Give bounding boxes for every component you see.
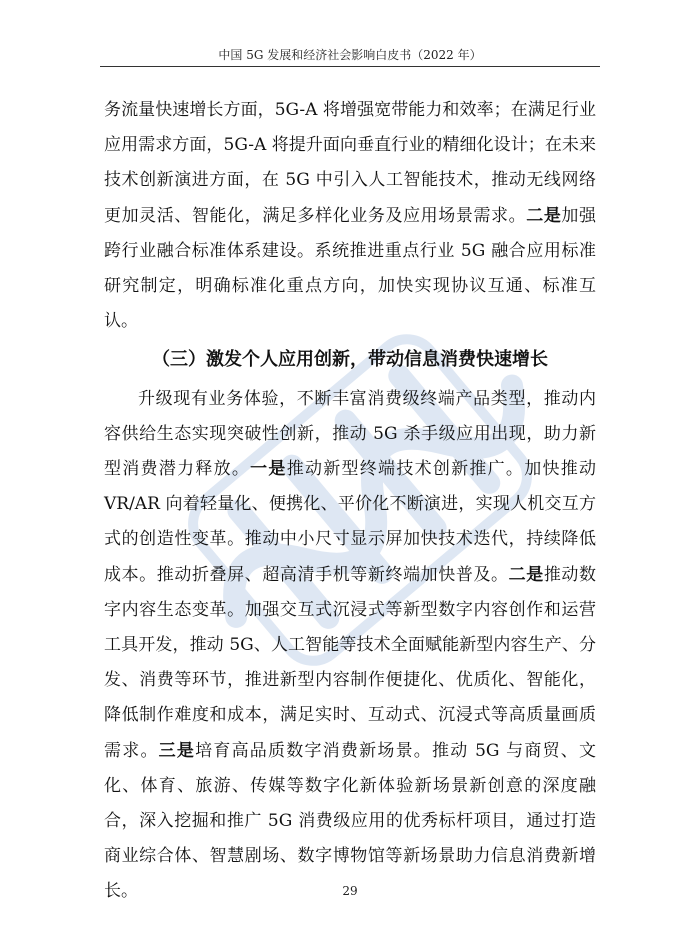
running-header: 中国 5G 发展和经济社会影响白皮书（2022 年） xyxy=(218,48,482,62)
header-rule xyxy=(100,66,600,67)
paragraph-continuation xyxy=(104,93,596,339)
paragraph-main xyxy=(104,382,596,910)
paragraph-text: 升级现有业务体验，不断丰富消费级终端产品类型，推动内容供给生态实现突破性创新，推动 5G 杀手级应用出现，助力新型消费潜力释放。 xyxy=(104,388,596,480)
paragraph-text: 推动数字内容生态变革。加强交互式沉浸式等新型数字内容创作和运营工具开发，推动 5G、人工智能等技术全面赋能新型内容生产、分发、消费等环节，推进新型内容制作便捷化、优质化、智能化，降低制作难度和成本，满足实时、互动式、沉浸式等高质量画质需求。 xyxy=(104,564,597,761)
paragraph-text: 推动新型终端技术创新推广。加快推动 VR/AR 向着轻量化、便携化、平价化不断演进，实现人机交互方式的创造性变革。推动中小尺寸显示屏加快技术迭代，持续降低成本。推动折叠屏、超高清手机等新终端加快普及。 xyxy=(104,459,597,585)
paragraph-text: 培育高品质数字消费新场景。推动 5G 与商贸、文化、体育、旅游、传媒等数字化新体验新场景新创意的深度融合，深入挖掘和推广 5G 消费级应用的优秀标杆项目，通过打造商业综合体、智慧剧场、数字博物馆等新场景助力信息消费新增长。 xyxy=(104,740,597,902)
body-text xyxy=(104,93,596,910)
emphasis-third: 三是 xyxy=(158,740,196,761)
emphasis-second: 二是 xyxy=(508,564,544,585)
section-heading: （三）激发个人应用创新，带动信息消费快速增长 xyxy=(152,349,548,371)
emphasis-second: 二是 xyxy=(526,205,562,226)
paragraph-text: 加强跨行业融合标准体系建设。系统推进重点行业 5G 融合应用标准研究制定，明确标准化重点方向，加快实现协议互通、标准互认。 xyxy=(104,205,597,332)
paragraph-text: 务流量快速增长方面，5G-A 将增强宽带能力和效率；在满足行业应用需求方面，5G-A 将提升面向垂直行业的精细化设计；在未来技术创新演进方面，在 5G 中引入人工智能技术，推动无线网络更加灵活、智能化，满足多样化业务及应用场景需求。 xyxy=(104,100,596,226)
emphasis-first: 一是 xyxy=(250,459,287,480)
page-number: 29 xyxy=(342,884,358,898)
